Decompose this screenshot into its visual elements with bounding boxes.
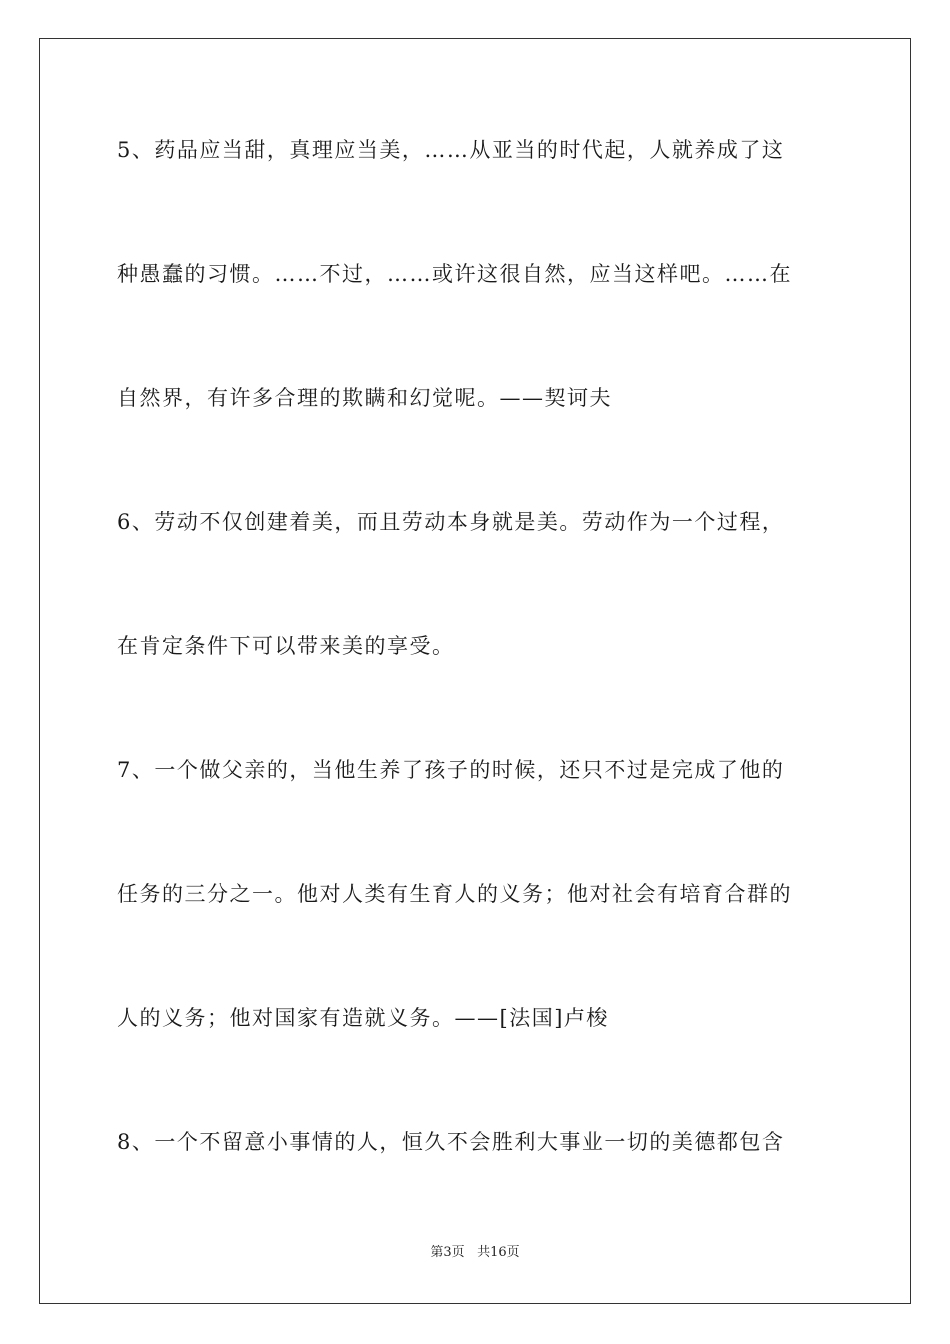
text-line: 任务的三分之一。他对人类有生育人的义务；他对社会有培育合群的	[117, 882, 792, 906]
total-pages: 共16页	[477, 1245, 520, 1260]
text-line: 在肯定条件下可以带来美的享受。	[117, 634, 455, 658]
page-border	[39, 38, 911, 1304]
text-line: 自然界，有许多合理的欺瞒和幻觉呢。——契诃夫	[117, 386, 612, 410]
text-line: 人的义务；他对国家有造就义务。——[法国]卢梭	[117, 1006, 609, 1030]
text-line: 7、一个做父亲的，当他生养了孩子的时候，还只不过是完成了他的	[117, 758, 785, 782]
text-line: 6、劳动不仅创建着美，而且劳动本身就是美。劳动作为一个过程，	[117, 510, 785, 534]
text-line: 种愚蠢的习惯。……不过，……或许这很自然，应当这样吧。……在	[117, 262, 792, 286]
text-line: 5、药品应当甜，真理应当美，……从亚当的时代起，人就养成了这	[117, 138, 785, 162]
page-footer	[0, 1244, 950, 1262]
current-page-number: 第3页	[430, 1245, 465, 1260]
text-line: 8、一个不留意小事情的人，恒久不会胜利大事业一切的美德都包含	[117, 1130, 785, 1154]
